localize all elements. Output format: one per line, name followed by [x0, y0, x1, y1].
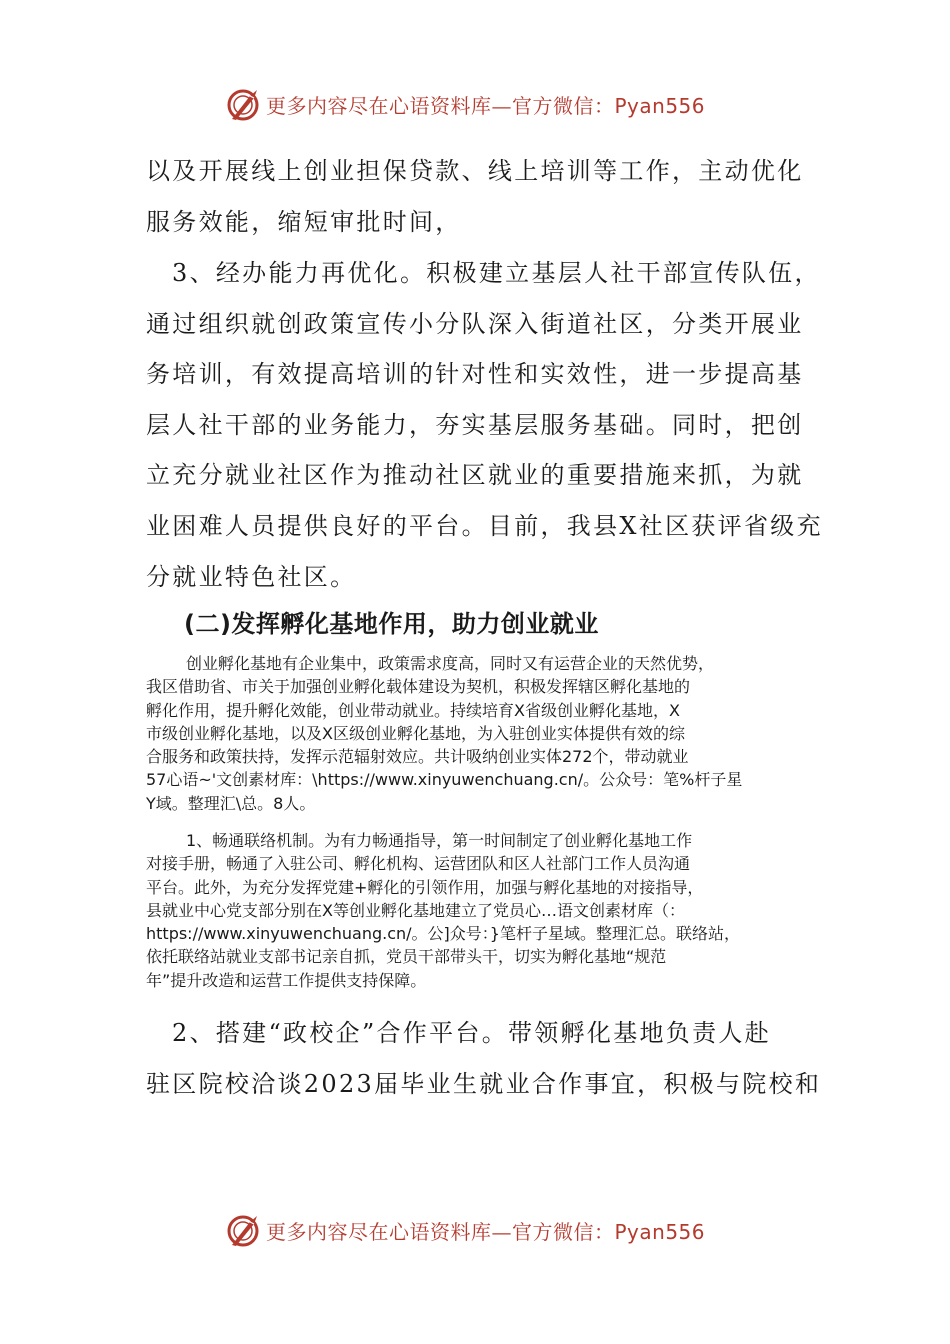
text-line: 1、畅通联络机制。为有力畅通指导，第一时间制定了创业孵化基地工作: [186, 831, 693, 850]
text-line: 务培训，有效提高培训的针对性和实效性，进一步提高基: [146, 360, 804, 389]
header-banner: [226, 84, 746, 124]
banner-text: [266, 1216, 705, 1245]
text-line: 合服务和政策扶持，发挥示范辐射效应。共计吸纳创业实体272个，带动就业: [146, 747, 689, 767]
text-line: 对接手册，畅通了入驻公司、孵化机构、运营团队和区人社部门工作人员沟通: [146, 854, 691, 874]
text-line: 57心语~'文创素材库：\https://www.xinyuwenchuang.cn/。公众号：笔%杆子星: [146, 770, 743, 790]
text-line: 县就业中心党支部分别在X等创业孵化基地建立了党员心…语文创素材库（：: [146, 900, 685, 920]
text-line: 3、经办能力再优化。积极建立基层人社干部宣传队伍，: [172, 259, 821, 287]
text-line: 服务效能，缩短审批时间，: [146, 207, 462, 236]
text-line: 年”提升改造和运营工作提供支持保障。: [146, 970, 427, 990]
text-line: 立充分就业社区作为推动社区就业的重要措施来抓，为就: [146, 461, 804, 490]
text-line: 创业孵化基地有企业集中，政策需求度高，同时又有运营企业的天然优势，: [186, 654, 715, 673]
banner-wechat-id: Pyan556: [614, 93, 706, 118]
paragraph-continued: [146, 146, 811, 247]
text-line: https://www.xinyuwenchuang.cn/。公]众号：}笔杆子星域。整理汇总。联络站，: [146, 924, 740, 944]
paragraph-2: [146, 1008, 822, 1109]
text-line: 通过组织就创政策宣传小分队深入街道社区，分类开展业: [146, 309, 804, 338]
banner-main-text: 更多内容尽在心语资料库—官方微信：: [266, 1219, 615, 1244]
text-line: Y域。整理汇\总。8人。: [146, 793, 316, 813]
paragraph-1: [146, 829, 811, 992]
text-line: 2、搭建“政校企”合作平台。带领孵化基地负责人赴: [172, 1019, 772, 1047]
paragraph-incubator: [146, 652, 811, 815]
text-line: 市级创业孵化基地，以及X区级创业孵化基地，为入驻创业实体提供有效的综: [146, 723, 685, 743]
section-heading: (二)发挥孵化基地作用，助力创业就业: [184, 610, 599, 638]
text-line: 分就业特色社区。: [146, 562, 357, 591]
pen-logo-icon: [226, 1212, 262, 1248]
text-line: 我区借助省、市关于加强创业孵化载体建设为契机，积极发挥辖区孵化基地的: [146, 677, 691, 697]
text-line: 依托联络站就业支部书记亲自抓，党员干部带头干，切实为孵化基地“规范: [146, 947, 667, 967]
text-line: 平台。此外，为充分发挥党建+孵化的引领作用，加强与孵化基地的对接指导，: [146, 877, 704, 897]
banner-main-text: 更多内容尽在心语资料库—官方微信：: [266, 93, 615, 118]
text-line: 业困难人员提供良好的平台。目前，我县X社区获评省级充: [146, 511, 823, 540]
footer-banner: [226, 1210, 746, 1250]
paragraph-3: [146, 248, 823, 602]
text-line: 层人社干部的业务能力，夯实基层服务基础。同时，把创: [146, 410, 804, 439]
banner-wechat-id: Pyan556: [614, 1219, 706, 1244]
text-line: 以及开展线上创业担保贷款、线上培训等工作，主动优化: [146, 157, 804, 185]
text-line: 驻区院校洽谈2023届毕业生就业合作事宜，积极与院校和: [146, 1069, 822, 1098]
pen-logo-icon: [226, 86, 262, 122]
text-line: 孵化作用，提升孵化效能，创业带动就业。持续培育X省级创业孵化基地，X: [146, 700, 680, 720]
banner-text: [266, 90, 705, 119]
